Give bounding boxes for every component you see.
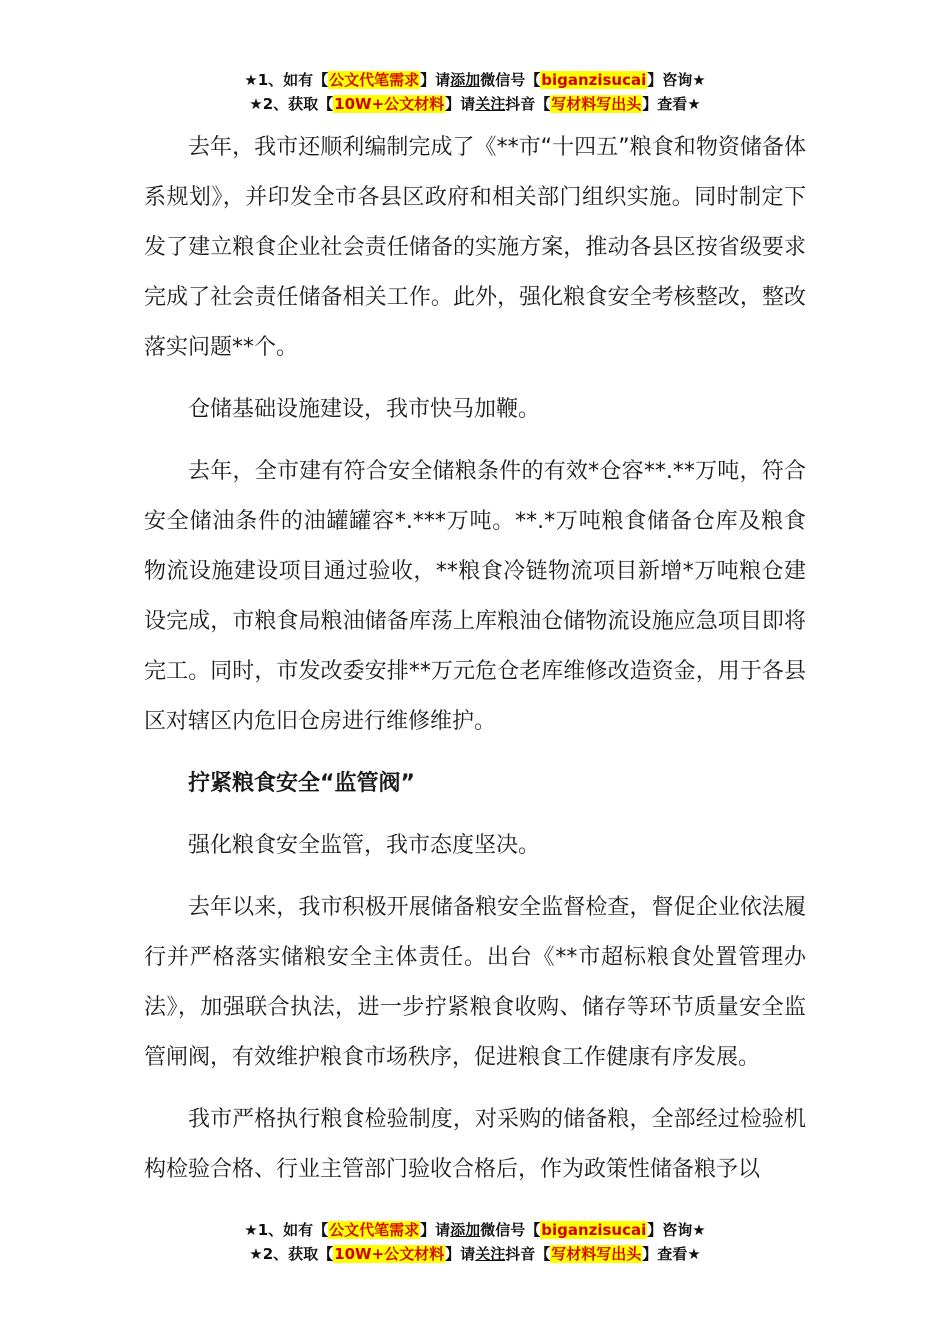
- paragraph: 强化粮食安全监管，我市态度坚决。: [188, 833, 541, 858]
- highlight-service: 公文代笔需求: [329, 71, 420, 89]
- paragraph: 我市严格执行粮食检验制度，对采购的储备粮，全部经过检验机构检验合格、行业主管部门验收合格后，作为政策性储备粮予以: [144, 1107, 806, 1182]
- banner-text: 抖音【: [505, 1245, 551, 1263]
- section-heading: 拧紧粮食安全“监管阀”: [188, 771, 415, 796]
- banner-text: 抖音【: [505, 95, 551, 113]
- banner-text: 】查看: [642, 95, 688, 113]
- star-icon: ★: [249, 95, 263, 113]
- highlight-douyin-account: 写材料写出头: [551, 95, 642, 113]
- star-icon: ★: [692, 1221, 706, 1239]
- highlight-materials: 10W+公文材料: [334, 1245, 445, 1263]
- star-icon: ★: [244, 1221, 258, 1239]
- banner-line-2: [0, 92, 950, 116]
- highlight-service: 公文代笔需求: [329, 1221, 420, 1239]
- banner-text: 】请: [445, 1245, 476, 1263]
- star-icon: ★: [244, 71, 258, 89]
- banner-text: 】咨询: [647, 71, 693, 89]
- banner-text: 2、获取【: [262, 95, 334, 113]
- star-icon: ★: [249, 1245, 263, 1263]
- banner-line-1: [0, 68, 950, 92]
- bottom-banner: [0, 1218, 950, 1266]
- underline-add: 添加: [450, 1221, 481, 1239]
- highlight-wechat-id: biganzisucai: [541, 71, 647, 89]
- banner-text: 1、如有【: [257, 1221, 329, 1239]
- star-icon: ★: [687, 1245, 701, 1263]
- highlight-materials: 10W+公文材料: [334, 95, 445, 113]
- banner-text: 】请: [420, 1221, 451, 1239]
- banner-text: 微信号【: [480, 1221, 541, 1239]
- paragraph: 去年，我市还顺利编制完成了《**市“十四五”粮食和物资储备体系规划》，并印发全市各县区政府和相关部门组织实施。同时制定下发了建立粮食企业社会责任储备的实施方案，推动各县区按省级要求完成了社会责任储备相关工作。此外，强化粮食安全考核整改，整改落实问题**个。: [144, 135, 806, 360]
- paragraph: 去年以来，我市积极开展储备粮安全监督检查，督促企业依法履行并严格落实储粮安全主体责任。出台《**市超标粮食处置管理办法》，加强联合执法，进一步拧紧粮食收购、储存等环节质量安全监管闸阀，有效维护粮食市场秩序，促进粮食工作健康有序发展。: [144, 895, 806, 1070]
- banner-line-1: [0, 1218, 950, 1242]
- banner-text: 】咨询: [647, 1221, 693, 1239]
- banner-text: 】请: [420, 71, 451, 89]
- banner-text: 】请: [445, 95, 476, 113]
- banner-text: 2、获取【: [262, 1245, 334, 1263]
- underline-follow: 关注: [475, 1245, 506, 1263]
- banner-text: 1、如有【: [257, 71, 329, 89]
- underline-follow: 关注: [475, 95, 506, 113]
- paragraph: 仓储基础设施建设，我市快马加鞭。: [188, 397, 541, 422]
- highlight-douyin-account: 写材料写出头: [551, 1245, 642, 1263]
- highlight-wechat-id: biganzisucai: [541, 1221, 647, 1239]
- paragraph: 去年，全市建有符合安全储粮条件的有效*仓容**.**万吨，符合安全储油条件的油罐罐容*.***万吨。**.*万吨粮食储备仓库及粮食物流设施建设项目通过验收，**粮食冷链物流项目新增*万吨粮仓建设完成，市粮食局粮油储备库荡上库粮油仓储物流设施应急项目即将完工。同时，市发改委安排**万元危仓老库维修改造资金，用于各县区对辖区内危旧仓房进行维修维护。: [144, 459, 806, 734]
- banner-text: 微信号【: [480, 71, 541, 89]
- banner-text: 】查看: [642, 1245, 688, 1263]
- star-icon: ★: [687, 95, 701, 113]
- underline-add: 添加: [450, 71, 481, 89]
- banner-line-2: [0, 1242, 950, 1266]
- document-body: [144, 123, 806, 1195]
- star-icon: ★: [692, 71, 706, 89]
- top-banner: [0, 68, 950, 116]
